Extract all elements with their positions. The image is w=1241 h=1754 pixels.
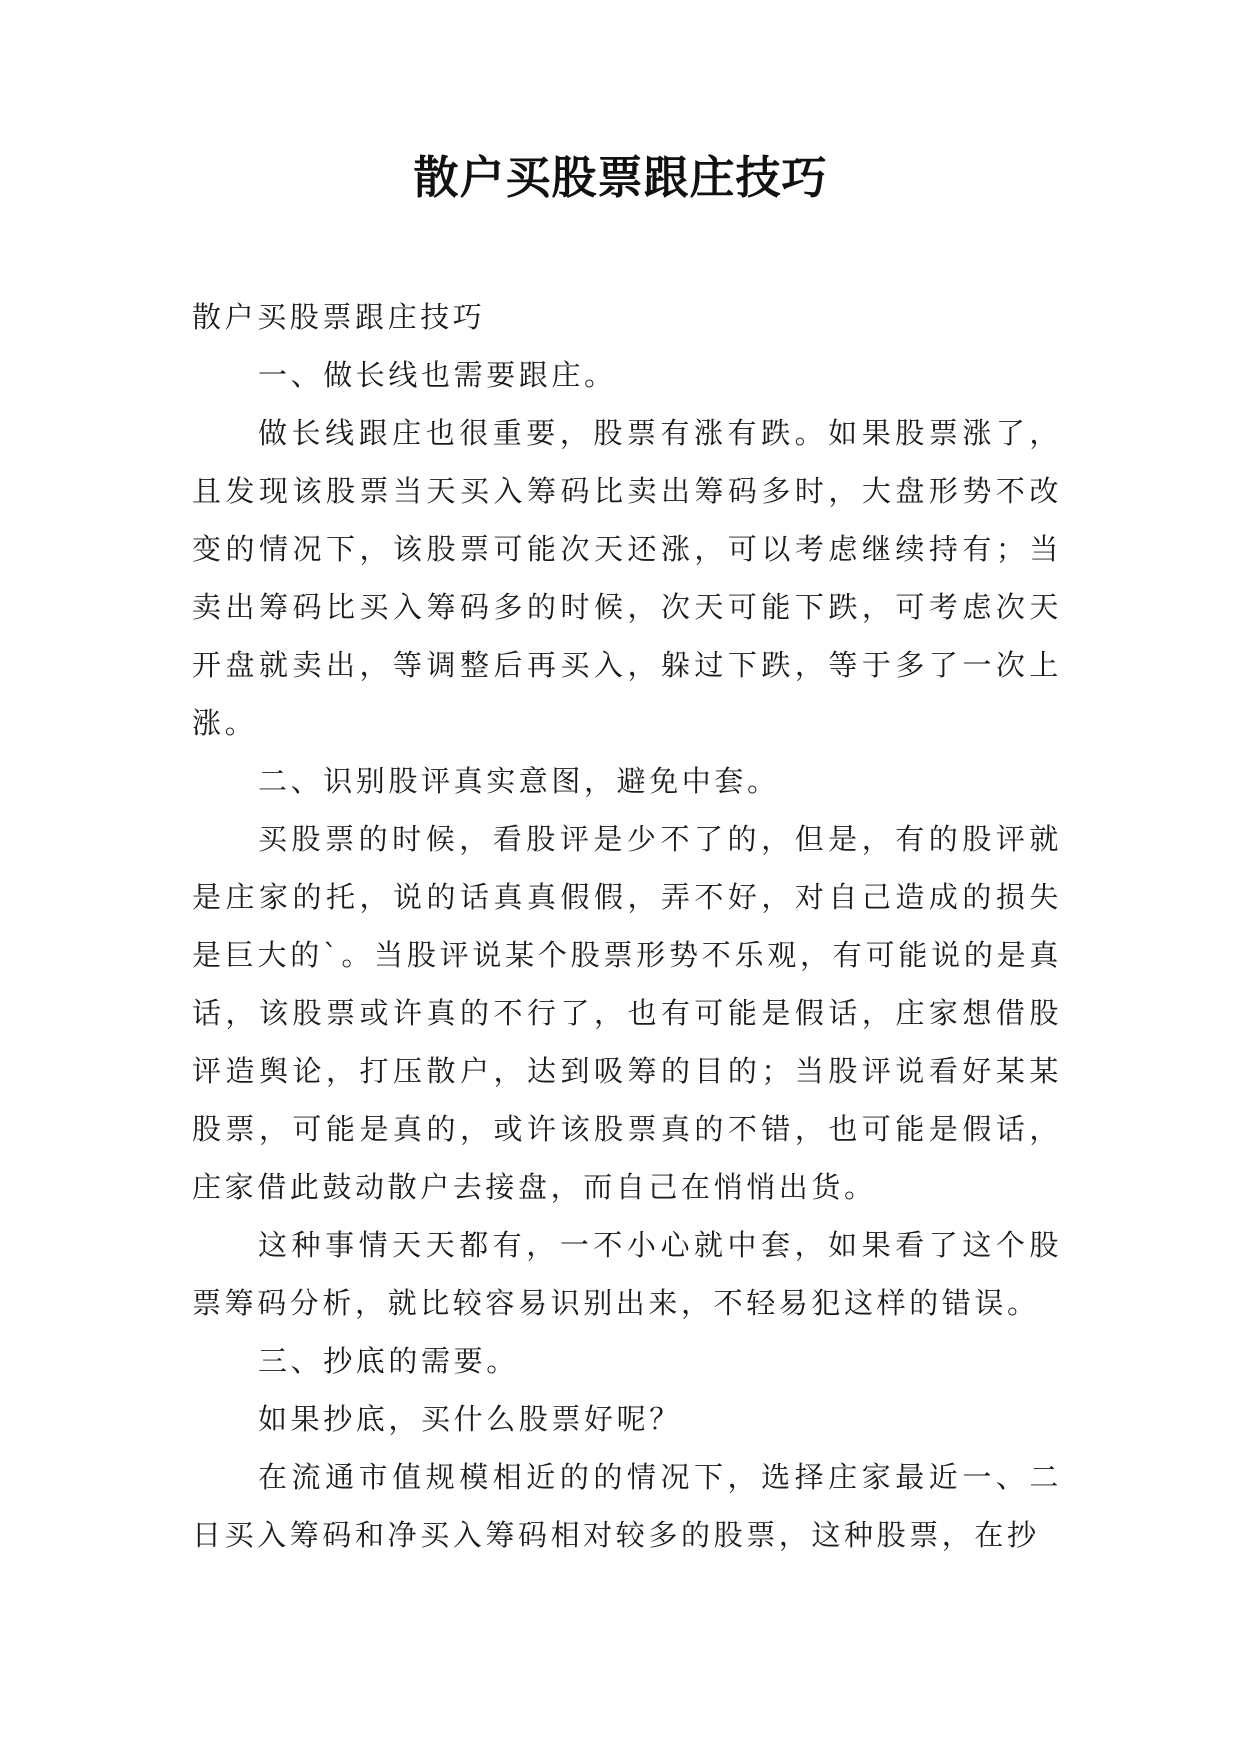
body-paragraph: 在流通市值规模相近的的情况下，选择庄家最近一、二日买入筹码和净买入筹码相对较多的股票，这种股票，在抄: [192, 1460, 1062, 1552]
body-paragraph: 做长线跟庄也很重要，股票有涨有跌。如果股票涨了，且发现该股票当天买入筹码比卖出筹码多时，大盘形势不改变的情况下，该股票可能次天还涨，可以考虑继续持有；当卖出筹码比买入筹码多的时候，次天可能下跌，可考虑次天开盘就卖出，等调整后再买入，躲过下跌，等于多了一次上涨。: [192, 416, 1062, 740]
document-title: 散户买股票跟庄技巧: [413, 151, 828, 204]
body-paragraph: 三、抄底的需要。: [258, 1344, 519, 1378]
body-paragraph: 买股票的时候，看股评是少不了的，但是，有的股评就是庄家的托，说的话真真假假，弄不好，对自己造成的损失是巨大的`。当股评说某个股票形势不乐观，有可能说的是真话，该股票或许真的不行了，也有可能是假话，庄家想借股评造舆论，打压散户，达到吸筹的目的；当股评说看好某某股票，可能是真的，或许该股票真的不错，也可能是假话，庄家借此鼓动散户去接盘，而自己在悄悄出货。: [192, 822, 1062, 1204]
body-paragraph: 如果抄底，买什么股票好呢？: [258, 1402, 682, 1436]
document-subtitle: 散户买股票跟庄技巧: [192, 300, 486, 334]
body-paragraph: 这种事情天天都有，一不小心就中套，如果看了这个股票筹码分析，就比较容易识别出来，不轻易犯这样的错误。: [192, 1228, 1062, 1320]
body-paragraph: 二、识别股评真实意图，避免中套。: [258, 764, 780, 798]
body-paragraph: 一、做长线也需要跟庄。: [258, 358, 617, 392]
document-body: [192, 288, 1062, 1564]
